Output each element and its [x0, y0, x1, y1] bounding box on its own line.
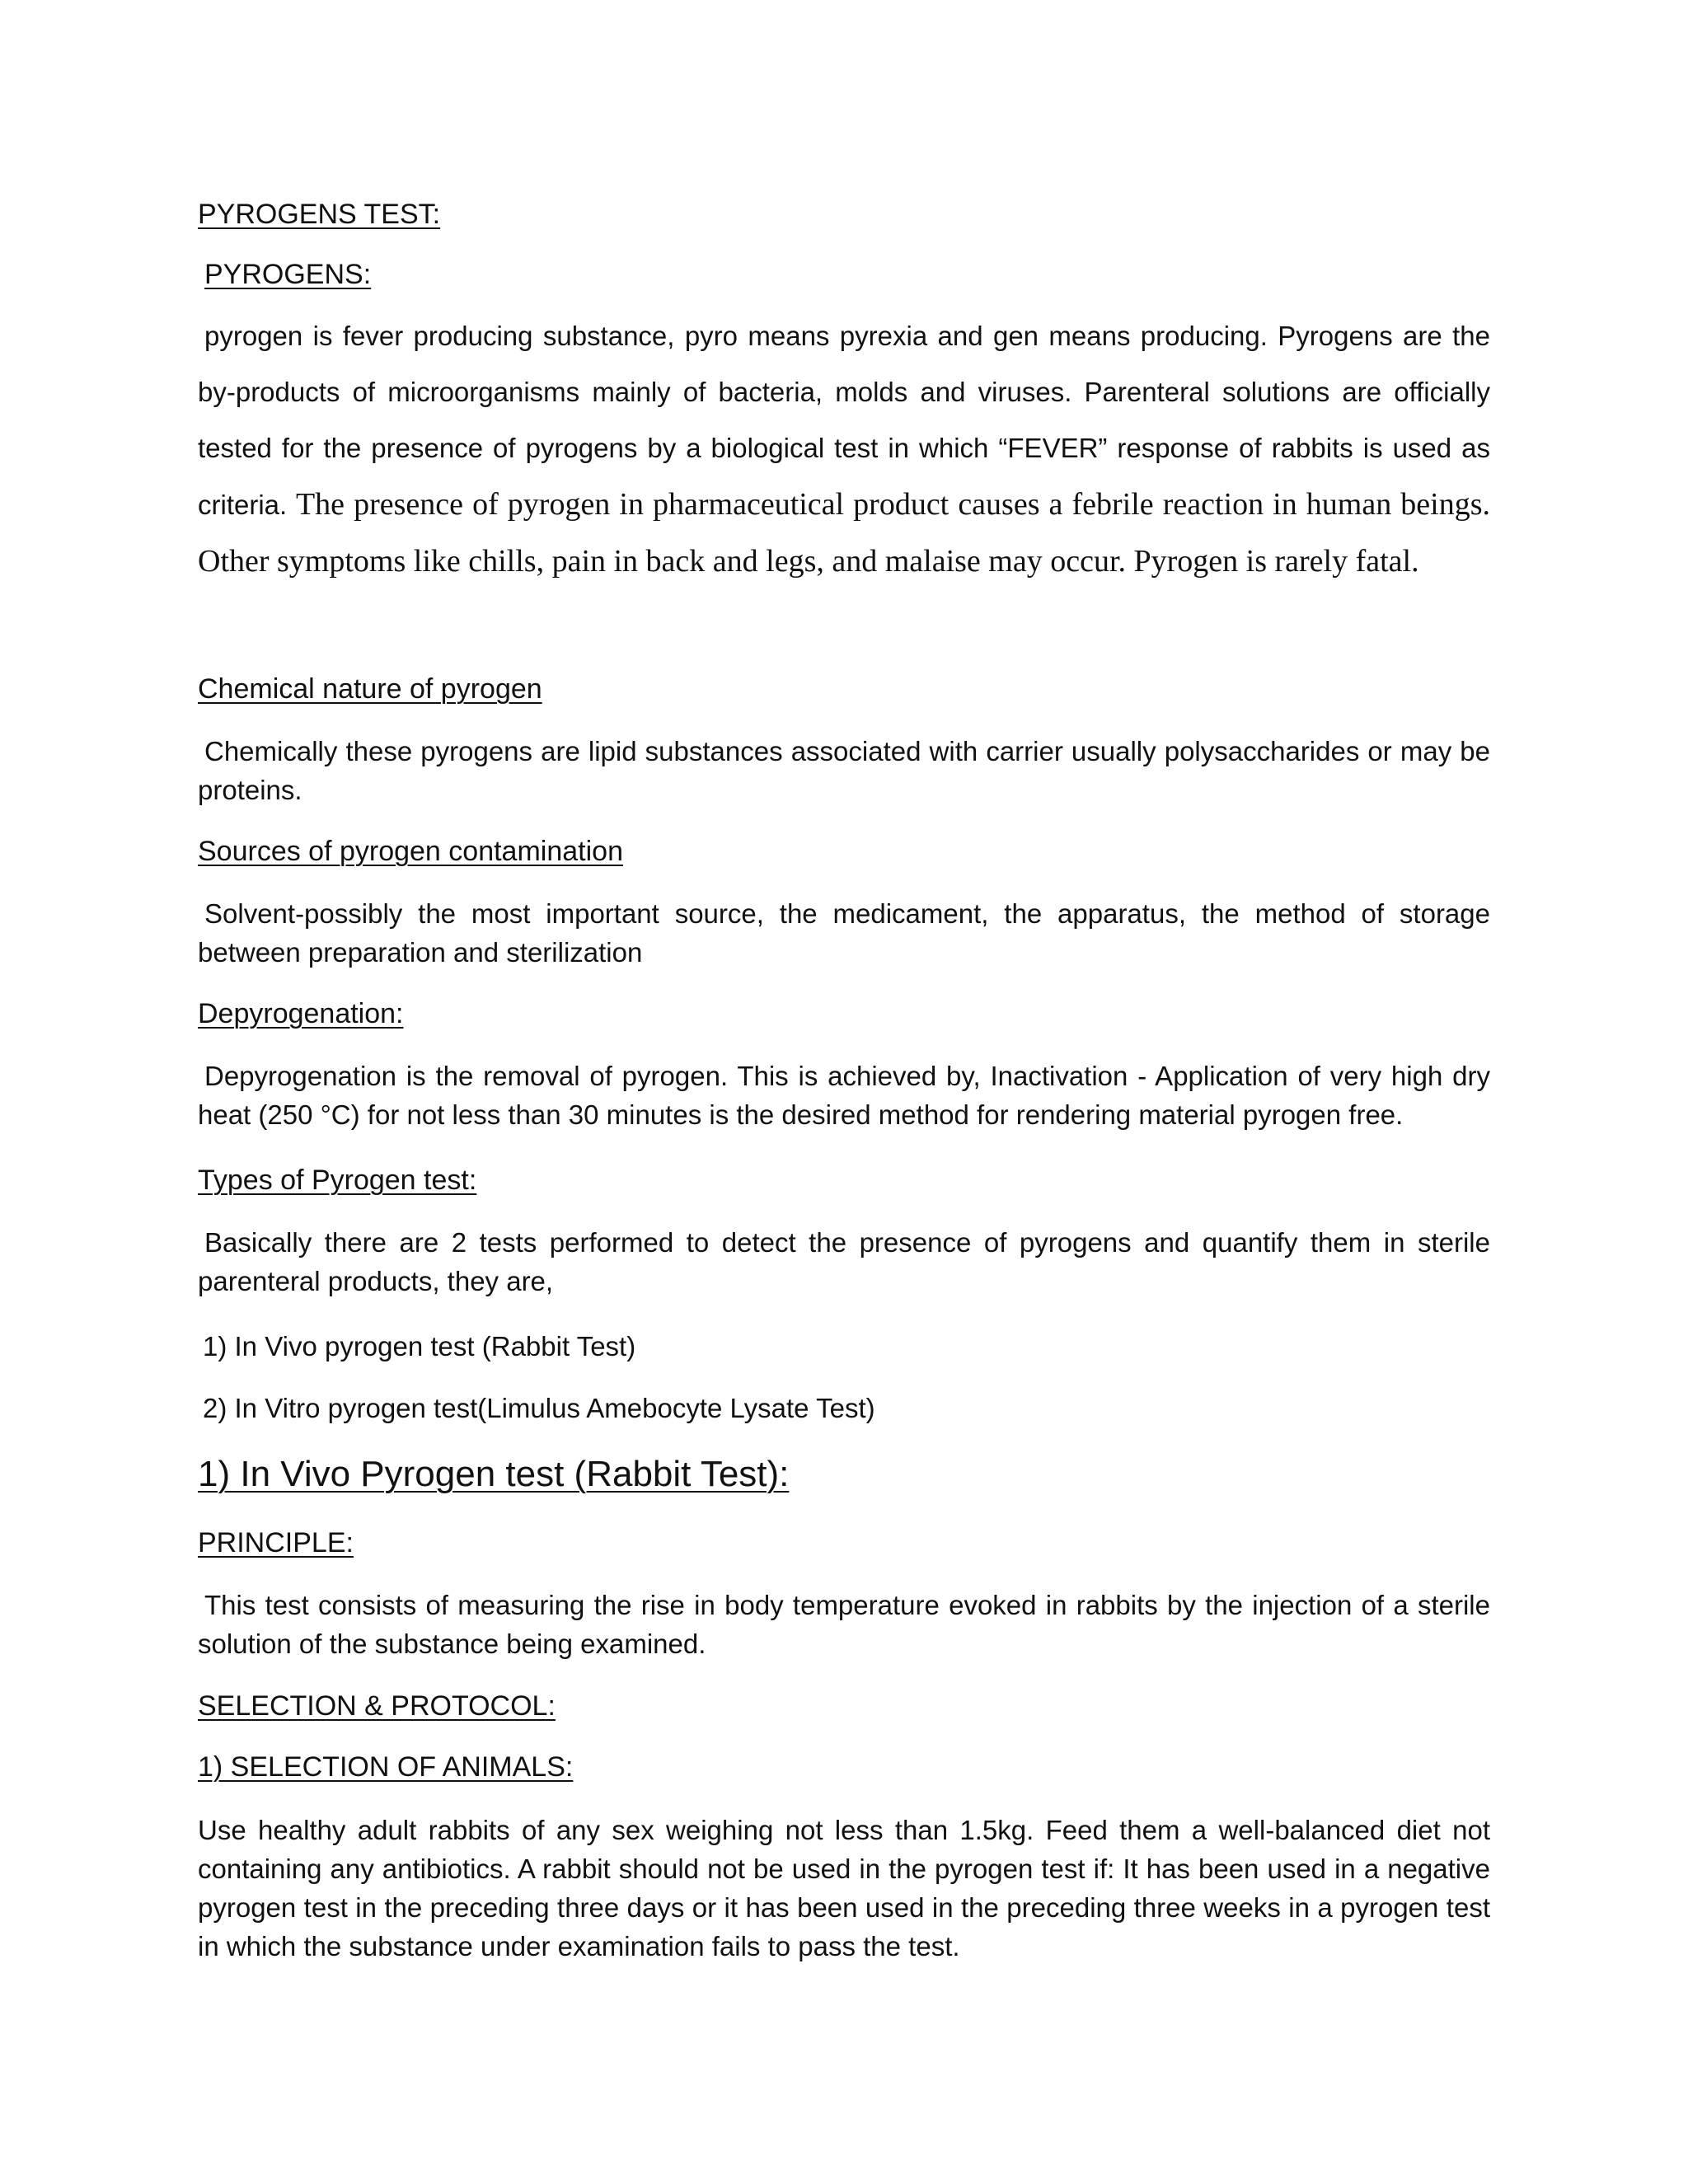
- intro-paragraph: [198, 308, 1490, 590]
- heading-chemical-nature: Chemical nature of pyrogen: [198, 673, 542, 705]
- heading-in-vivo: 1) In Vivo Pyrogen test (Rabbit Test):: [198, 1454, 790, 1494]
- heading-depyrogenation: Depyrogenation:: [198, 998, 404, 1029]
- chemical-nature-text: Chemically these pyrogens are lipid substances associated with carrier usually polysaccharides or may be proteins.: [198, 736, 1490, 805]
- types-text: Basically there are 2 tests performed to detect the presence of pyrogens and quantify them in sterile parenteral products, they are,: [198, 1227, 1490, 1296]
- document-page: [198, 0, 1490, 2184]
- intro-text-serif: The presence of pyrogen in pharmaceutical product causes a febrile reaction in human beings. Other symptoms like chills, pain in back and legs, and malaise may occur. Pyrogen is rarely fatal.: [198, 487, 1491, 579]
- list-item: 2) In Vitro pyrogen test(Limulus Amebocyte Lysate Test): [203, 1393, 875, 1423]
- principle-text: This test consists of measuring the rise in body temperature evoked in rabbits by the injection of a sterile solution of the substance being examined.: [198, 1590, 1490, 1659]
- intro-text-sans: pyrogen is fever producing substance, pyro means pyrexia and gen means producing. Pyrogens are the by-products of microorganisms mainly of bacteria, molds and viruses. Parenteral solutions are officially tested for the presence of pyrogens by a biological test in which “FEVER” response of rabbits is used as criteria.: [198, 321, 1490, 520]
- heading-types: Types of Pyrogen test:: [198, 1165, 477, 1196]
- heading-sources: Sources of pyrogen contamination: [198, 836, 623, 867]
- heading-selection-protocol: SELECTION & PROTOCOL:: [198, 1690, 556, 1722]
- selection-animals-text: Use healthy adult rabbits of any sex weighing not less than 1.5kg. Feed them a well-balanced diet not containing any antibiotics. A rabbit should not be used in the pyrogen test if: It has been used in a negative pyrogen test in the preceding three days or it has been used in the preceding three weeks in a pyrogen test in which the substance under examination fails to pass the test.: [198, 1815, 1490, 1961]
- heading-pyrogens: PYROGENS:: [204, 259, 372, 290]
- depyrogenation-text: Depyrogenation is the removal of pyrogen. This is achieved by, Inactivation - Application of very high dry heat (250 °C) for not less than 30 minutes is the desired method for rendering material pyrogen free.: [198, 1061, 1490, 1130]
- heading-selection-animals: 1) SELECTION OF ANIMALS:: [198, 1751, 574, 1783]
- heading-principle: PRINCIPLE:: [198, 1527, 354, 1558]
- heading-pyrogens-test: PYROGENS TEST:: [198, 199, 441, 230]
- sources-text: Solvent-possibly the most important source, the medicament, the apparatus, the method of storage between preparation and sterilization: [198, 898, 1490, 968]
- list-item: 1) In Vivo pyrogen test (Rabbit Test): [203, 1331, 636, 1361]
